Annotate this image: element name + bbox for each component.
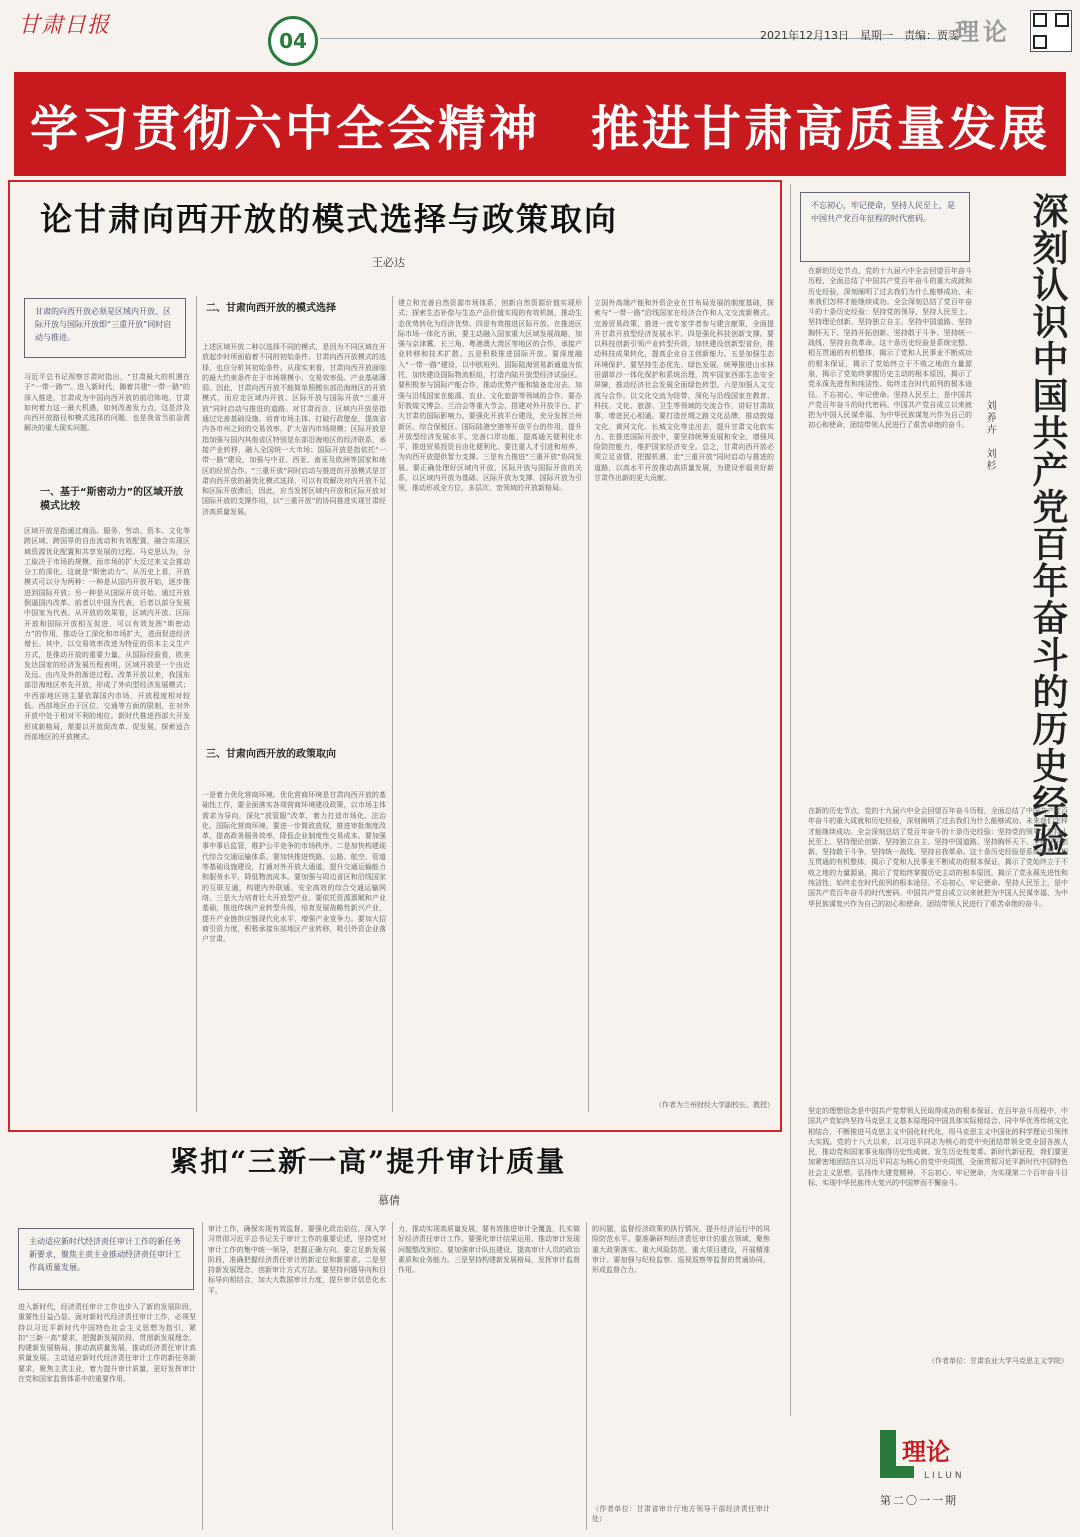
article3-body-mid: 在新的历史节点，党的十九届六中全会回望百年奋斗历程，全面总结了中国共产党百年奋斗的重大成就和历史经验，深刻阐明了过去我们为什么能够成功、未来我们怎样才能继续成功。全会深刻总结了党百年奋斗的十条历史经验：坚持党的领导、坚持人民至上、坚持理论创新、坚持独立自主、坚持中国道路、坚持胸怀天下、坚持开拓创新、坚持敢于斗争、坚持统一战线、坚持自我革命。这十条历史经验是系统完整、相互贯通的有机整体，揭示了党和人民事业不断成功的根本保证，揭示了党始终立于不败之地的力量源泉，揭示了党始终掌握历史主动的根本原因，揭示了党永葆先进性和纯洁性、始终走在时代前列的根本途径。不忘初心，牢记使命。坚持人民至上，是中国共产党百年奋斗的时代密码。中国共产党自成立以来就把为中国人民谋幸福、为中华民族谋复兴作为自己的初心和使命，团结带领人民进行了艰苦卓绝的奋斗。 <box>808 807 1068 908</box>
article1-subhead-3: 三、甘肃向西开放的政策取向 <box>206 749 336 760</box>
article2-author: 慕倩 <box>378 1194 400 1207</box>
article1-col1-intro: 习近平总书记视察甘肃时指出，“甘肃最大的机遇在于“一带一路””。进入新时代，随着共建“一带一路”的深入推进，甘肃成为中国向西开放的前沿阵地。甘肃如何着力这一最大机遇，如何改善发力点，这是涉及向西开放路径和模式选择的问题，也是我省当前急需解决的重大现实问题。 <box>24 373 190 433</box>
article3-authors: 刘养卉 刘杉 <box>984 400 995 472</box>
article2-credit: （作者单位：甘肃省审计厅地方领导干部经济责任审计处） <box>592 1505 770 1524</box>
newspaper-logo: 甘肃日报 <box>18 13 111 38</box>
column-divider <box>790 184 791 1416</box>
article2-col3-body: 力，推动实现高质量发展，要有效推进审计全覆盖，扎实做好经济责任审计工作。要强化审计结果运用，推动审计发现问题整改到位。要加强审计队伍建设，提高审计人员的政治素质和业务能力。三是坚持构建新发展格局，发挥审计监督作用。 <box>398 1225 580 1275</box>
article2-col2-body: 审计工作，确保实现有效监督。要强化政治站位，深入学习贯彻习近平总书记关于审计工作的重要论述，坚持党对审计工作的集中统一领导，把握正确方向。要立足新发展阶段，准确把握经济责任审计的新定位和新要求。二是坚持新发展理念，创新审计方式方法。要坚持问题导向和目标导向相结合，加大大数据审计力度，提升审计信息化水平。 <box>208 1225 386 1295</box>
theory-section-logo <box>880 1426 980 1482</box>
article1-col1-body: 区域开放是指通过商品、服务、劳动、资本、文化等跨区域、跨国界的自由流动和有效配置，融合实现区域资源优化配置和共享发展的过程。马克思认为，分工取决于市场的规模，而市场的扩大反过来又会推动分工的深化，这就是“斯密动力”。从历史上看，开放模式可以分为两种：一种是从国内开放开始，逐步推进到国际开放；另一种是从国际开放开始，通过开放倒逼国内改革。前者以中国为代表，后者以部分发展中国家为代表。从开放的效果看，区域内开放、区际开放和国际开放相互促进，可以有效发挥“斯密动力”的作用，推动分工深化和市场扩大，进而促进经济增长。其中，以交易效率改进为特征的资本主义生产方式，是推动开放的重要力量。从国际经验看，欧美发达国家的经济发展历程表明，区域开放是一个由近及远、由内及外的渐进过程。改革开放以来，我国东部沿海地区率先开放，形成了外向型经济发展模式；中西部地区则主要依靠国内市场，开放程度相对较低。西部地区由于区位、交通等方面的限制，在对外开放中处于相对不利的地位。新时代推进西部大开发形成新格局，需要以开放促改革、促发展，探索适合西部地区的开放模式。 <box>24 527 190 741</box>
article2-title[interactable]: 紧扣“三新一高”提升审计质量 <box>170 1145 567 1178</box>
article1-lead-quote: 甘肃的向西开放必须是区域内开放、区际开放与国际开放即“三重开放”同时启动与推进。 <box>24 298 186 358</box>
article1-col4-body: 立国外高端产能和外资企业在甘布局发展的制度基础，探索与“一带一路”沿线国家在经济合作和人文交流新模式。完善贸易政策，推进一流专家学者参与建言献策，全面提升甘肃开放型经济发展水平。四是强化科技创新支撑。要以科技创新引领产业转型升级，加快建设创新型省份，推动科技成果转化，提高企业自主创新能力。五是加强生态环境保护。要坚持生态优先、绿色发展，统筹推进山水林田湖草沙一体化保护和系统治理，筑牢国家西部生态安全屏障，推动经济社会发展全面绿色转型。六是加强人文交流与合作。以文化交流为纽带，深化与沿线国家在教育、科技、文化、旅游、卫生等领域的交流合作，讲好甘肃故事，增进民心相通。要打造丝绸之路文化品牌，推动敦煌文化、黄河文化、长城文化等走出去，提升甘肃文化软实力。在推进国际开放中，要坚持统筹发展和安全，增强风险防控能力，维护国家经济安全。总之，甘肃向西开放必须立足省情，把握机遇，走“三重开放”同时启动与推进的道路，以高水平开放推动高质量发展，为建设幸福美好新甘肃作出新的更大贡献。 <box>594 299 774 483</box>
article2-col1-body: 进入新时代，经济责任审计工作也步入了新的发展阶段，重要性日益凸显。面对新时代经济责任审计工作，必须坚持以习近平新时代中国特色社会主义思想为指引，紧扣“三新一高”要求，把握新发展阶段、贯彻新发展理念、构建新发展格局、推动高质量发展，推动经济责任审计高质量发展。主动适应新时代经济责任审计工作的新任务新要求，聚焦主责主业，着力提升审计质量，更好发挥审计在党和国家监督体系中的重要作用。 <box>18 1303 196 1384</box>
column-divider <box>392 1222 393 1530</box>
article1-title[interactable]: 论甘肃向西开放的模式选择与政策取向 <box>40 200 619 238</box>
article1-subhead-2: 二、甘肃向西开放的模式选择 <box>206 303 336 314</box>
column-divider <box>586 1222 587 1530</box>
banner-text: 学习贯彻六中全会精神 推进甘肃高质量发展 <box>29 100 1050 157</box>
article3-title[interactable]: 深刻认识中国共产党百年奋斗的历史经验 <box>1027 192 1069 858</box>
page-banner <box>14 72 1066 176</box>
article1-author: 王必达 <box>372 256 405 269</box>
article2-lead-quote: 主动适应新时代经济责任审计工作的新任务新要求，聚焦主责主业推动经济责任审计工作高质量发展。 <box>18 1228 194 1290</box>
article1-col2-body2: 一是着力优化营商环境。优化营商环境是甘肃向西开放的基础性工作，要全面落实各项营商环境建设政策，以市场主体需求为导向，深化“放管服”改革，着力打造市场化、法治化、国际化营商环境。要进一步简政放权，推进审批制度改革，提高政务服务效率，降低企业制度性交易成本。要加强事中事后监管，维护公平竞争的市场秩序。二是加快构建现代综合交通运输体系。要加快推进铁路、公路、航空、管道等基础设施建设，打通对外开放大通道，提升交通运输能力和服务水平，降低物流成本。要加强与周边省区和沿线国家的互联互通，构建内外联通、安全高效的综合交通运输网络。三是大力培育壮大开放型产业。要依托资源禀赋和产业基础，推进传统产业转型升级，培育发展战略性新兴产业，提升产业链供应链现代化水平，增强产业竞争力。要加大招商引资力度，积极承接东部地区产业转移，吸引外资企业落户甘肃。 <box>202 791 386 944</box>
section-tag: 理论 <box>955 18 1011 46</box>
article1-col2-body: 上述区域开放二种以选择不同的模式，是因为不同区域在开放起步时所面临着不同的初始条件。甘肃向西开放模式的选择，也应分析其初始条件。从现实来看，甘肃向西开放面临的最大约束条件在于市场规模小、交易效率低、产业基础薄弱。因此，甘肃向西开放不能简单照搬东部沿海地区的开放模式，而应走区域内开放、区际开放与国际开放“三重开放”同时启动与推进的道路。对甘肃而言，区域内开放是指通过完善基础设施、培育市场主体、打破行政壁垒，提高省内各市州之间的交易效率，扩大省内市场规模；区际开放是指加强与国内其他省区特别是东部沿海地区的经济联系，承接产业转移，融入全国统一大市场；国际开放是指依托“一带一路”建设，加强与中亚、西亚、南亚及欧洲等国家和地区的经贸合作。“三重开放”同时启动与推进的开放模式是甘肃向西开放的最优化模式选择，可以有效解决对内开放不足和区际开放滞后，因此，应当发挥区域内开放和区际开放对国际开放的支撑作用，以“三重开放”的协同推进实现甘肃经济高质量发展。 <box>202 343 386 516</box>
article1-col3-body: 建立和完善自然资源市场体系，创新自然资源价值实现形式；探索生态补偿与生态产品价值实现的有效机制，推动生态优势转化为经济优势。四是有效推进区际开放。在推进区际市场一体化方面，要主动融入国家重大区域发展战略，加强与京津冀、长三角、粤港澳大湾区等地区的合作，承接产业转移和技术扩散。五是积极推进国际开放。要深度融入“一带一路”建设，以中欧班列、国际陆海贸易新通道为依托，加快建设国际物流枢纽，打造内陆开放型经济试验区。要积极参与国际产能合作，推动优势产能和装备走出去，加强与沿线国家在能源、农业、文化旅游等领域的合作。要办好敦煌文博会、兰洽会等重大节会，搭建对外开放平台，扩大甘肃的国际影响力。要强化开放平台建设，充分发挥兰州新区、综合保税区、国际陆港空港等开放平台的作用，提升开放型经济发展水平。完善口岸功能，提高通关便利化水平，推进贸易投资自由化便利化。要注重人才引进和培养，为向西开放提供智力支撑。三是有力推进“三重开放”协同发展。要正确处理好区域内开放、区际开放与国际开放的关系，以区域内开放为基础、区际开放为支撑、国际开放为引领，推动形成全方位、多层次、宽领域的开放新格局。 <box>398 299 582 493</box>
qr-code-icon <box>1030 10 1072 52</box>
page-number-badge: 04 <box>268 16 318 66</box>
article1-credit: （作者为兰州财经大学副校长、教授） <box>655 1101 774 1109</box>
column-divider <box>202 1222 203 1530</box>
article1-subhead-1: 一、基于“斯密动力”的区域开放模式比较 <box>40 487 184 512</box>
issue-number: 第二〇一一期 <box>880 1494 958 1507</box>
article3-body-top: 在新的历史节点，党的十九届六中全会回望百年奋斗历程，全面总结了中国共产党百年奋斗的重大成就和历史经验，深刻阐明了过去我们为什么能够成功、未来我们怎样才能继续成功。全会深刻总结了党百年奋斗的十条历史经验：坚持党的领导、坚持人民至上、坚持理论创新、坚持独立自主、坚持中国道路、坚持胸怀天下、坚持开拓创新、坚持敢于斗争、坚持统一战线、坚持自我革命。这十条历史经验是系统完整、相互贯通的有机整体，揭示了党和人民事业不断成功的根本保证，揭示了党始终立于不败之地的力量源泉，揭示了党始终掌握历史主动的根本原因，揭示了党永葆先进性和纯洁性、始终走在时代前列的根本途径。不忘初心，牢记使命。坚持人民至上，是中国共产党百年奋斗的时代密码。中国共产党自成立以来就把为中国人民谋幸福、为中华民族谋复兴作为自己的初心和使命，团结带领人民进行了艰苦卓绝的奋斗。 <box>808 267 972 430</box>
article3-lead-quote: 不忘初心，牢记使命，坚持人民至上，是中国共产党百年征程的时代密码。 <box>800 192 970 262</box>
column-divider <box>196 296 197 1112</box>
article2-col4-body: 的问题，监督经济政策的执行情况，提升经济运行中的风险防范水平。要准确研判经济责任审计的重点领域，聚焦重大政策落实、重大风险防范、重大项目建设，开展精准审计。要加强与纪检监察、巡视巡察等监督的贯通协同，形成监督合力。 <box>592 1225 770 1275</box>
footer-logo-text: 理论 <box>902 1437 950 1466</box>
column-divider <box>588 296 589 1112</box>
article3-credit: （作者单位：甘肃农业大学马克思主义学院） <box>928 1357 1068 1365</box>
column-divider <box>392 296 393 1112</box>
article3-body-bottom: 坚定的理想信念是中国共产党带领人民取得成功的根本保证。在百年奋斗历程中，中国共产党始终坚持马克思主义基本原理同中国具体实际相结合、同中华优秀传统文化相结合，不断推进马克思主义中国化时代化，用马克思主义中国化的科学理论引领伟大实践。党的十八大以来，以习近平同志为核心的党中央团结带领全党全国各族人民，推动党和国家事业取得历史性成就、发生历史性变革。新时代新征程，我们要更加紧密地团结在以习近平同志为核心的党中央周围，全面贯彻习近平新时代中国特色社会主义思想，弘扬伟大建党精神，不忘初心、牢记使命，为实现第二个百年奋斗目标、实现中华民族伟大复兴的中国梦而不懈奋斗。 <box>808 1107 1068 1188</box>
date-line: 2021年12月13日 星期一 责编：贾雯 <box>760 29 959 42</box>
footer-logo-sub: LILUN <box>924 1471 965 1481</box>
